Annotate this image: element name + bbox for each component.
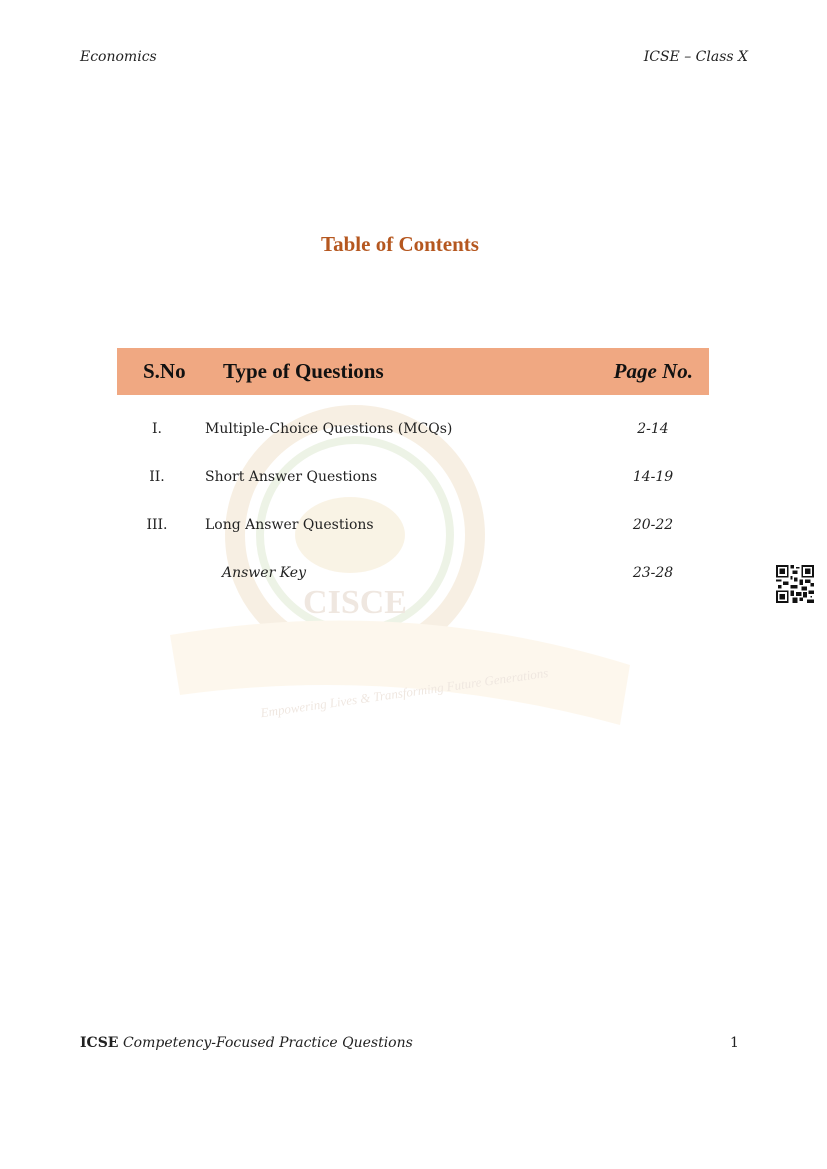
toc-row xyxy=(117,469,709,491)
row-pages: 23-28 xyxy=(632,565,674,581)
row-pages: 14-19 xyxy=(632,469,674,485)
row-title: Long Answer Questions xyxy=(205,517,374,533)
running-header-subject: Economics xyxy=(80,49,157,65)
page-title: Table of Contents xyxy=(321,232,479,256)
row-pages: 20-22 xyxy=(632,517,674,533)
row-number: III. xyxy=(146,517,168,533)
footer-brand: ICSE xyxy=(80,1035,119,1051)
row-title: Answer Key xyxy=(222,565,306,581)
row-number: II. xyxy=(149,469,165,485)
row-title: Short Answer Questions xyxy=(205,469,378,485)
qr-code-icon xyxy=(776,565,814,603)
col-header-sno: S.No xyxy=(143,359,186,383)
toc-header-row xyxy=(117,348,709,395)
col-header-type: Type of Questions xyxy=(223,359,384,383)
svg-text:Empowering Lives & Transformin: Empowering Lives & Transforming Future Generations xyxy=(259,664,550,721)
row-number: I. xyxy=(152,421,162,437)
toc-row xyxy=(117,421,709,443)
col-header-page: Page No. xyxy=(613,359,693,383)
row-title: Multiple-Choice Questions (MCQs) xyxy=(205,421,453,437)
svg-text:CISCE: CISCE xyxy=(303,584,407,621)
toc-row xyxy=(117,517,709,539)
page-number: 1 xyxy=(730,1035,739,1051)
running-header-level: ICSE – Class X xyxy=(643,49,748,65)
row-pages: 2-14 xyxy=(637,421,669,437)
toc-row-answer-key xyxy=(117,565,709,587)
footer-title xyxy=(80,1035,413,1051)
footer-subtitle: Competency-Focused Practice Questions xyxy=(122,1035,413,1051)
